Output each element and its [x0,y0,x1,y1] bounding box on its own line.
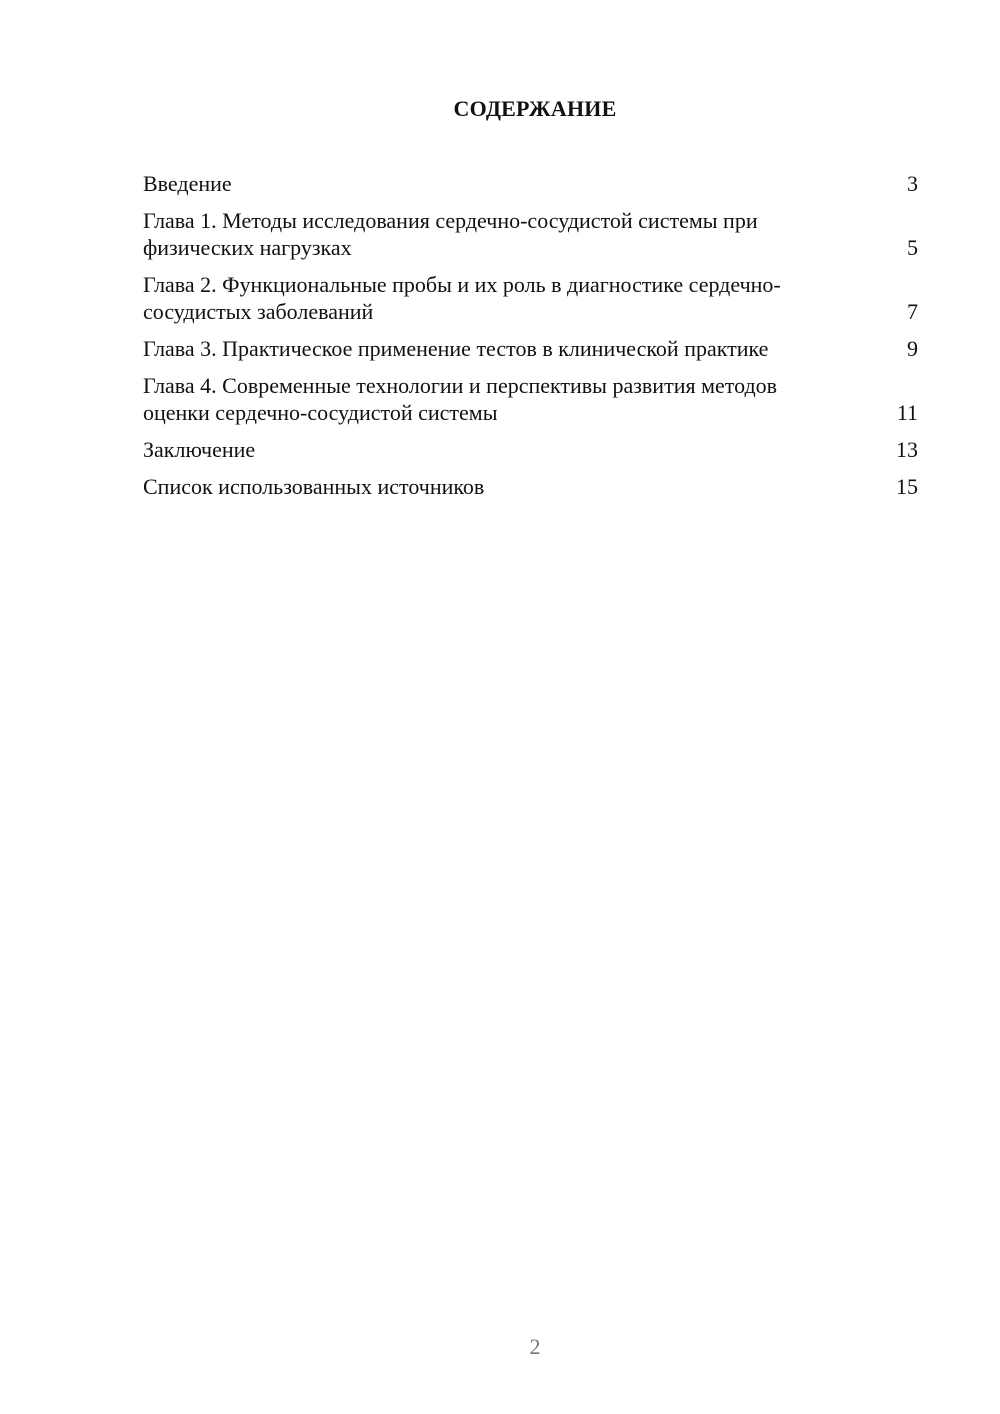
toc-entry-page: 13 [896,437,918,462]
toc-entry-page: 9 [907,336,918,361]
toc-entry-text: Глава 1. Методы исследования сердечно-сосудистой системы при физических нагрузках [143,208,758,260]
toc-entry-introduction[interactable] [143,170,918,197]
toc-entry-page: 5 [907,235,918,260]
toc-entry-page: 11 [896,400,918,425]
page-number: 2 [529,1334,541,1359]
toc-entry-page: 3 [907,171,918,196]
toc-entry-text: Введение [143,171,232,196]
toc-entry-chapter-2[interactable] [143,271,918,325]
toc-entry-text: Глава 3. Практическое применение тестов в клинической практике [143,336,769,361]
toc-entry-page: 7 [907,299,918,324]
toc-entry-text: Глава 4. Современные технологии и перспективы развития методов оценки сердечно-сосудистой системы [143,373,778,425]
toc-entry-chapter-4[interactable] [143,372,918,426]
table-of-contents [143,170,918,510]
toc-entry-text: Заключение [143,437,256,462]
page-title: СОДЕРЖАНИЕ [453,96,617,121]
toc-entry-text: Список использованных источников [143,474,485,499]
toc-entry-chapter-3[interactable] [143,335,918,362]
toc-entry-references[interactable] [143,473,918,500]
toc-entry-conclusion[interactable] [143,436,918,463]
toc-entry-chapter-1[interactable] [143,207,918,261]
toc-entry-page: 15 [896,474,918,499]
toc-entry-text: Глава 2. Функциональные пробы и их роль в диагностике сердечно-сосудистых заболеваний [143,272,781,324]
